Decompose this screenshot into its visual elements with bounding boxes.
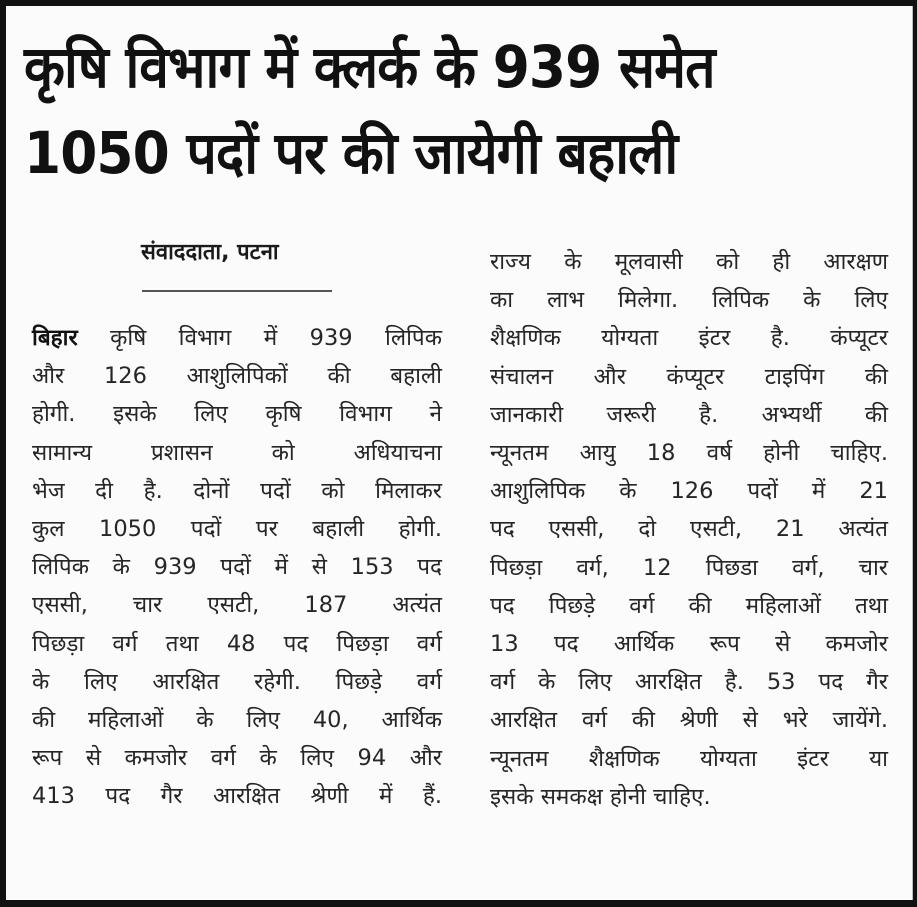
byline: संवाददाता, पटना bbox=[141, 240, 279, 265]
text-line: के लिए आरक्षित रहेगी. पिछड़े वर्ग bbox=[32, 668, 442, 695]
text-line: का लाभ मिलेगा. लिपिक के लिए bbox=[490, 287, 888, 314]
text-line: कुल 1050 पदों पर बहाली होगी. bbox=[32, 516, 442, 543]
headline-line-2: 1050 पदों पर की जायेगी बहाली bbox=[24, 119, 678, 187]
text-line: 413 पद गैर आरक्षित श्रेणी में हैं. bbox=[32, 783, 442, 810]
headline bbox=[24, 24, 834, 196]
text-line: एससी, चार एसटी, 187 अत्यंत bbox=[32, 592, 442, 619]
right-column bbox=[490, 243, 888, 816]
text-line: सामान्य प्रशासन को अधियाचना bbox=[32, 439, 442, 466]
text-line: भेज दी है. दोनों पदों को मिलाकर bbox=[32, 477, 442, 504]
left-column bbox=[32, 319, 442, 816]
newspaper-clipping bbox=[6, 6, 913, 900]
text-line: रूप से कमजोर वर्ग के लिए 94 और bbox=[32, 745, 442, 772]
dateline: बिहार bbox=[32, 325, 78, 351]
text-line: वर्ग के लिए आरक्षित है. 53 पद गैर bbox=[490, 669, 888, 696]
text-line: आरक्षित वर्ग की श्रेणी से भरे जायेंगे. bbox=[490, 707, 888, 734]
text-line: राज्य के मूलवासी को ही आरक्षण bbox=[490, 249, 888, 275]
text-line: न्यूनतम आयु 18 वर्ष होनी चाहिए. bbox=[490, 440, 888, 467]
text-line: पद पिछड़े वर्ग की महिलाओं तथा bbox=[490, 592, 888, 619]
text-line: जानकारी जरूरी है. अभ्यर्थी की bbox=[490, 401, 888, 428]
byline-divider bbox=[142, 290, 332, 292]
text-line: बिहार कृषि विभाग में 939 लिपिक bbox=[32, 325, 442, 351]
text-line: न्यूनतम शैक्षणिक योग्यता इंटर या bbox=[490, 745, 888, 772]
headline-line-1: कृषि विभाग में क्लर्क के 939 समेत bbox=[24, 33, 715, 101]
text-line: पिछड़ा वर्ग, 12 पिछडा वर्ग, चार bbox=[490, 554, 888, 581]
text-line: और 126 आशुलिपिकों की बहाली bbox=[32, 363, 442, 390]
text-line: पिछड़ा वर्ग तथा 48 पद पिछड़ा वर्ग bbox=[32, 630, 442, 657]
text-line: संचालन और कंप्यूटर टाइपिंग की bbox=[490, 363, 888, 390]
text-line: लिपिक के 939 पदों में से 153 पद bbox=[32, 554, 442, 581]
text-line: इसके समकक्ष होनी चाहिए. bbox=[490, 783, 711, 810]
text-line: शैक्षणिक योग्यता इंटर है. कंप्यूटर bbox=[490, 325, 888, 352]
text-line: 13 पद आर्थिक रूप से कमजोर bbox=[490, 631, 888, 658]
text-line: पद एससी, दो एसटी, 21 अत्यंत bbox=[490, 516, 888, 543]
text-line: होगी. इसके लिए कृषि विभाग ने bbox=[32, 401, 442, 428]
text-line: की महिलाओं के लिए 40, आर्थिक bbox=[32, 707, 442, 734]
text-line: आशुलिपिक के 126 पदों में 21 bbox=[490, 478, 888, 505]
